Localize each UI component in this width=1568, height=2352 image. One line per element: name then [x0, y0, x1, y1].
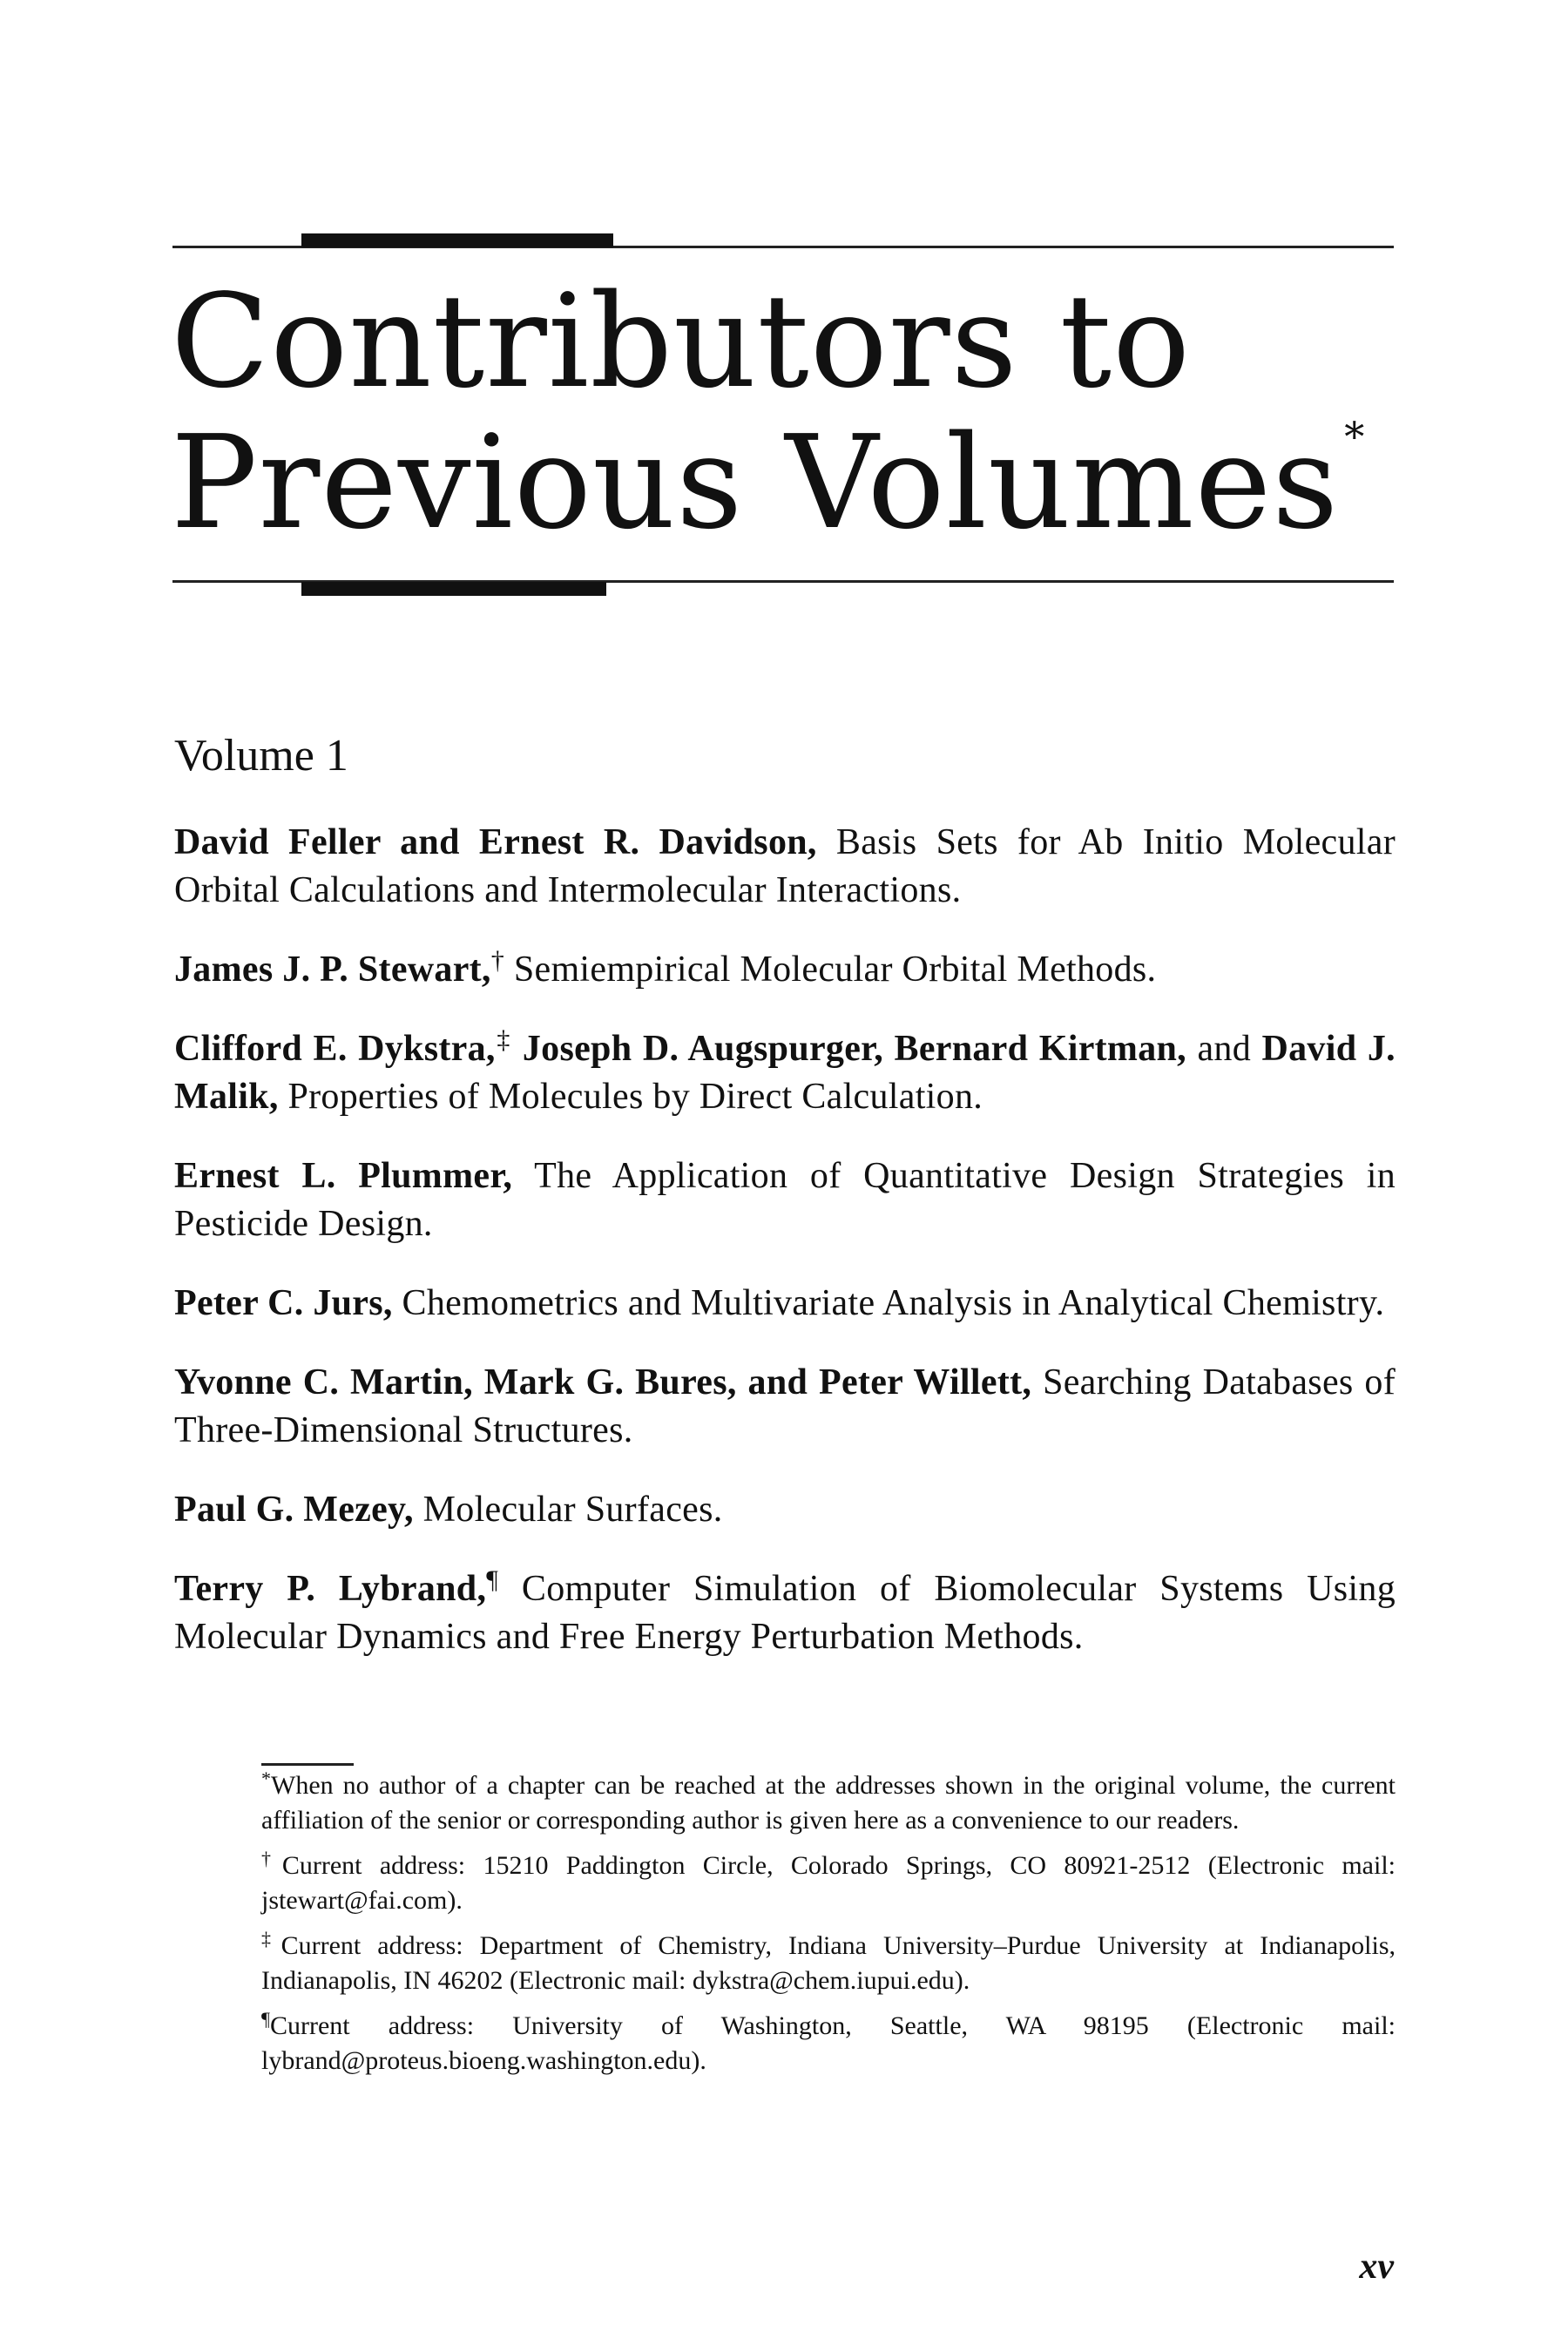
- entry-footnote-mark: ¶: [486, 1565, 499, 1594]
- footnotes: [261, 1768, 1396, 2089]
- contributor-entry: [174, 819, 1396, 915]
- page-title-line-2: Previous Volumes *: [171, 408, 1366, 558]
- footnote-mark: ¶: [261, 2008, 270, 2030]
- entry-title: Properties of Molecules by Direct Calculation.: [287, 1077, 983, 1117]
- contributor-list: [174, 819, 1396, 1693]
- footnote-text: When no author of a chapter can be reached at the addresses shown in the original volume, the current affiliation of the senior or corresponding author is given here as a convenience to our readers.: [261, 1771, 1396, 1835]
- entry-authors: Paul G. Mezey,: [174, 1490, 414, 1530]
- entry-authors: James J. P. Stewart,: [174, 950, 491, 990]
- entry-authors: Yvonne C. Martin, Mark G. Bures, and Peter Willett,: [174, 1362, 1032, 1402]
- entry-authors: Clifford E. Dykstra,: [174, 1029, 496, 1069]
- page-title-line-1: Contributors to: [171, 267, 1192, 416]
- entry-authors: Peter C. Jurs,: [174, 1283, 393, 1323]
- entry-authors: David J. Malik,: [174, 1029, 1396, 1117]
- entry-authors: David Feller and Ernest R. Davidson,: [174, 822, 817, 862]
- title-bottom-bar: [301, 582, 606, 596]
- entry-authors: Ernest L. Plummer,: [174, 1156, 513, 1196]
- entry-footnote-mark: ‡: [495, 1025, 512, 1054]
- contributor-entry: [174, 946, 1396, 994]
- footnote-text: Current address: Department of Chemistry, Indiana University–Purdue University at Indianapolis, Indianapolis, IN 46202 (Electronic mail: dykstra@chem.iupui.edu).: [261, 1931, 1396, 1995]
- contributor-entry: [174, 1565, 1396, 1661]
- contributor-entry: [174, 1025, 1396, 1121]
- footnote-mark: †: [261, 1848, 282, 1869]
- entry-title: Basis Sets for Ab Initio Molecular Orbital Calculations and Intermolecular Interactions.: [174, 822, 1396, 910]
- footnote: [261, 1848, 1396, 1918]
- entry-conjunction: and: [1197, 1029, 1252, 1069]
- footnote: [261, 1768, 1396, 1838]
- footnote-mark: ‡: [261, 1928, 281, 1950]
- entry-footnote-mark: †: [490, 946, 505, 975]
- entry-authors: Terry P. Lybrand,: [174, 1569, 487, 1609]
- footnote: [261, 2009, 1396, 2078]
- footnote-mark: *: [261, 1767, 271, 1789]
- footnote-text: Current address: 15210 Paddington Circle, Colorado Springs, CO 80921-2512 (Electronic mail: jstewart@fai.com).: [261, 1851, 1396, 1915]
- footnote: [261, 1929, 1396, 1998]
- entry-title: Chemometrics and Multivariate Analysis in Analytical Chemistry.: [402, 1283, 1385, 1323]
- entry-title: Searching Databases of Three-Dimensional Structures.: [174, 1362, 1396, 1450]
- page-number: xv: [1359, 2247, 1394, 2287]
- contributor-entry: [174, 1359, 1396, 1455]
- contributor-entry: [174, 1486, 1396, 1534]
- entry-authors: Joseph D. Augspurger, Bernard Kirtman,: [522, 1029, 1186, 1069]
- contributor-entry: [174, 1280, 1396, 1328]
- title-footnote-mark: *: [1344, 413, 1366, 460]
- title-top-bar: [301, 233, 613, 247]
- volume-heading: Volume 1: [174, 731, 348, 781]
- entry-title: Molecular Surfaces.: [422, 1490, 723, 1530]
- footnote-rule: [261, 1763, 354, 1766]
- entry-title: The Application of Quantitative Design Strategies in Pesticide Design.: [174, 1156, 1396, 1244]
- entry-title: Semiempirical Molecular Orbital Methods.: [513, 950, 1157, 990]
- footnote-text: Current address: University of Washington, Seattle, WA 98195 (Electronic mail: lybrand@proteus.bioeng.washington.edu).: [261, 2011, 1396, 2075]
- entry-title: Computer Simulation of Biomolecular Systems Using Molecular Dynamics and Free Energy Perturbation Methods.: [174, 1569, 1396, 1657]
- contributor-entry: [174, 1152, 1396, 1248]
